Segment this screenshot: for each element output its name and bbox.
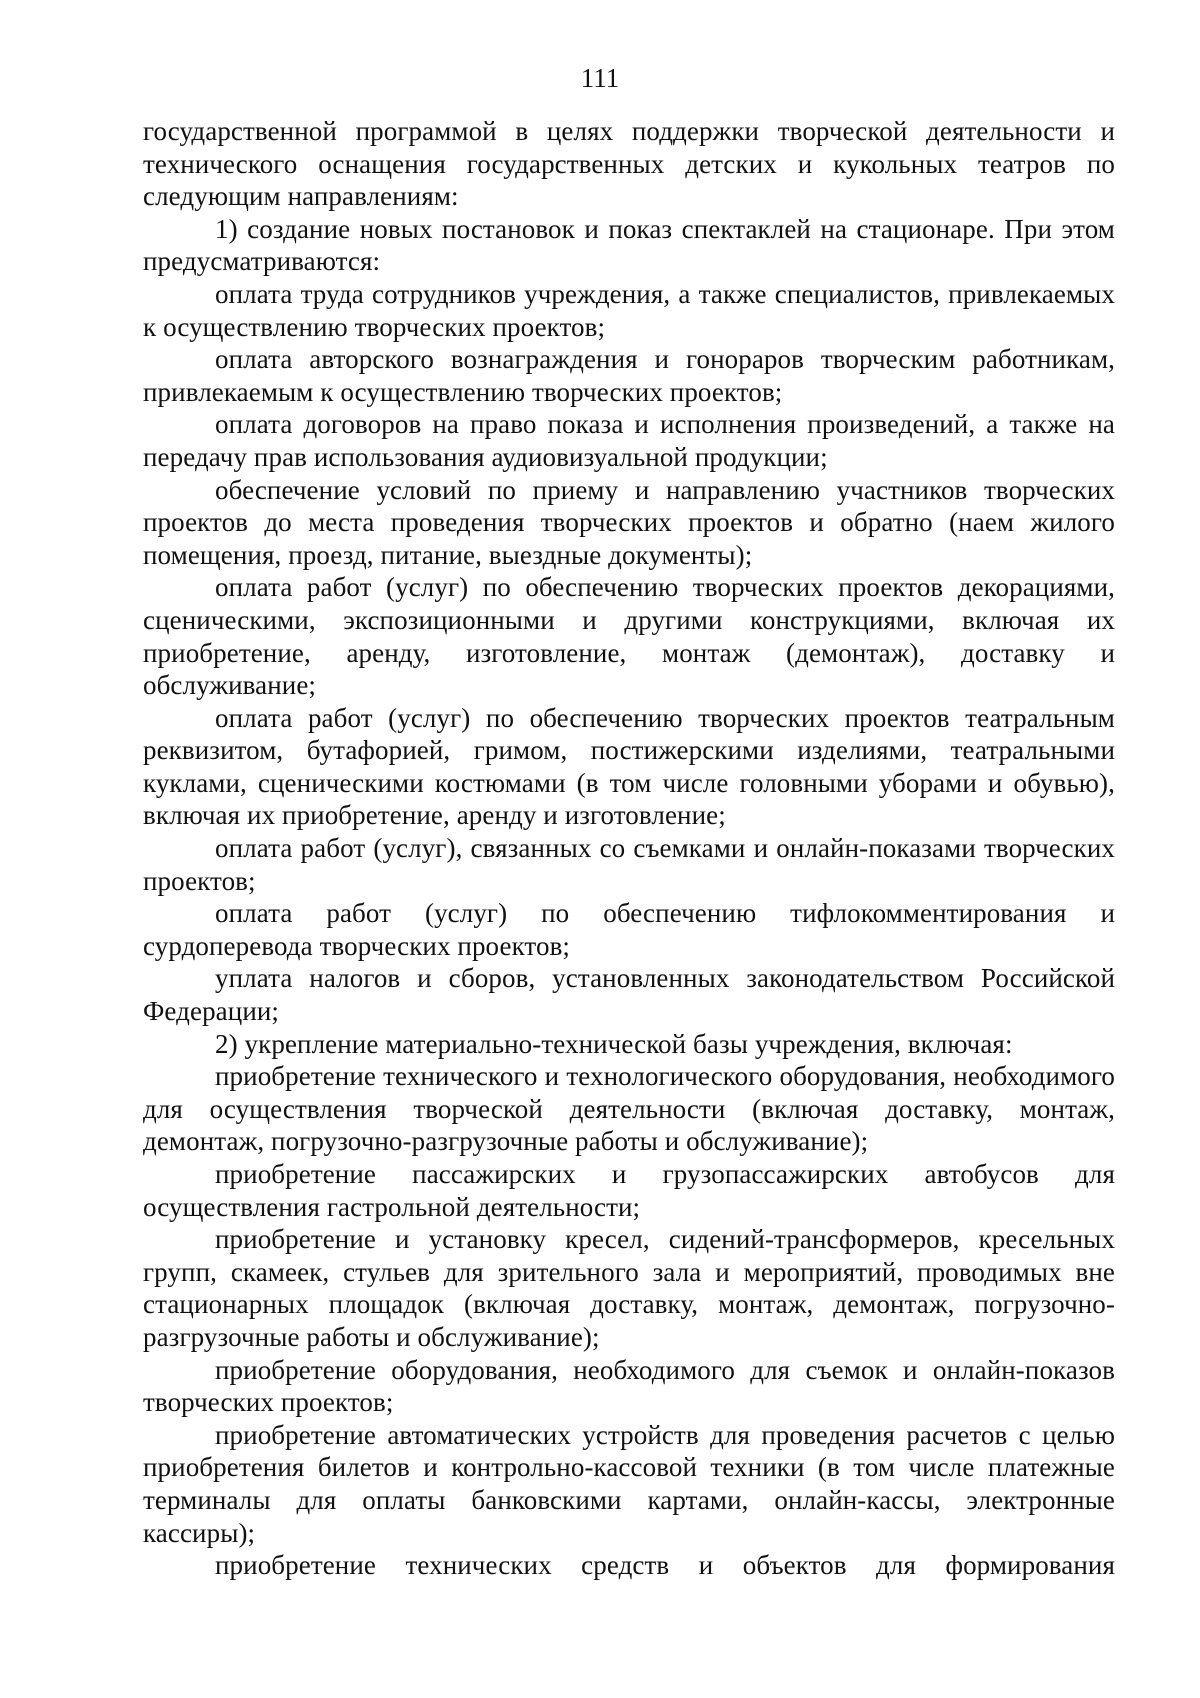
paragraph-seating: приобретение и установку кресел, сидений-трансформеров, кресельных групп, скамеек, стульев для зрительного зала и мероприятий, проводимых вне стационарных площадок (включая доставку, монтаж, демонтаж, погрузочно-разгрузочные работы и обслуживание); [143, 1224, 1115, 1352]
paragraph-performance-rights: оплата договоров на право показа и исполнения произведений, а также на передачу прав использования аудиовизуальной продукции; [143, 409, 1115, 472]
paragraph-technical-means: приобретение технических средств и объектов для формирования [215, 1550, 1115, 1581]
page-number: 111 [580, 63, 620, 93]
paragraph-filming-equipment: приобретение оборудования, необходимого для съемок и онлайн-показов творческих проектов; [143, 1354, 1115, 1418]
paragraph-author-fees: оплата авторского вознаграждения и гонораров творческим работникам, привлекаемым к осуществлению творческих проектов; [143, 344, 1115, 407]
paragraph-accessibility: оплата работ (услуг) по обеспечению тифлокомментирования и сурдоперевода творческих проектов; [143, 898, 1115, 961]
paragraph-participant-travel: обеспечение условий по приему и направлению участников творческих проектов до места проведения творческих проектов и обратно (наем жилого помещения, проезд, питание, выездные документы); [143, 474, 1115, 570]
paragraph-buses: приобретение пассажирских и грузопассажирских автобусов для осуществления гастрольной деятельности; [143, 1159, 1115, 1222]
paragraph-payment-devices: приобретение автоматических устройств для проведения расчетов с целью приобретения билетов и контрольно-кассовой техники (в том числе платежные терминалы для оплаты банковскими картами, онлайн-кассы, электронные кассиры); [143, 1419, 1115, 1548]
paragraph-filming-online: оплата работ (услуг), связанных со съемками и онлайн-показами творческих проектов; [143, 833, 1115, 896]
paragraph-intro: государственной программой в целях поддержки творческой деятельности и технического оснащения государственных детских и кукольных театров по следующим направлениям: [143, 116, 1115, 212]
paragraph-item-2-heading: 2) укрепление материально-технической базы учреждения, включая: [215, 1028, 1013, 1059]
paragraph-equipment: приобретение технического и технологического оборудования, необходимого для осуществления творческой деятельности (включая доставку, монтаж, демонтаж, погрузочно-разгрузочные работы и обслуживание); [143, 1061, 1115, 1157]
document-body [143, 115, 1115, 1582]
paragraph-scenery: оплата работ (услуг) по обеспечению творческих проектов декорациями, сценическими, экспозиционными и другими конструкциями, включая их приобретение, аренду, изготовление, монтаж (демонтаж), доставку и обслуживание; [143, 572, 1115, 701]
paragraph-item-1-heading: 1) создание новых постановок и показ спектаклей на стационаре. При этом предусматриваются: [143, 213, 1115, 277]
paragraph-taxes: уплата налогов и сборов, установленных законодательством Российской Федерации; [143, 963, 1115, 1027]
paragraph-labor-payment: оплата труда сотрудников учреждения, а также специалистов, привлекаемых к осуществлению творческих проектов; [143, 278, 1115, 342]
paragraph-props-costumes: оплата работ (услуг) по обеспечению творческих проектов театральным реквизитом, бутафорией, гримом, постижерскими изделиями, театральными куклами, сценическими костюмами (в том числе головными уборами и обувью), включая их приобретение, аренду и изготовление; [143, 702, 1115, 831]
